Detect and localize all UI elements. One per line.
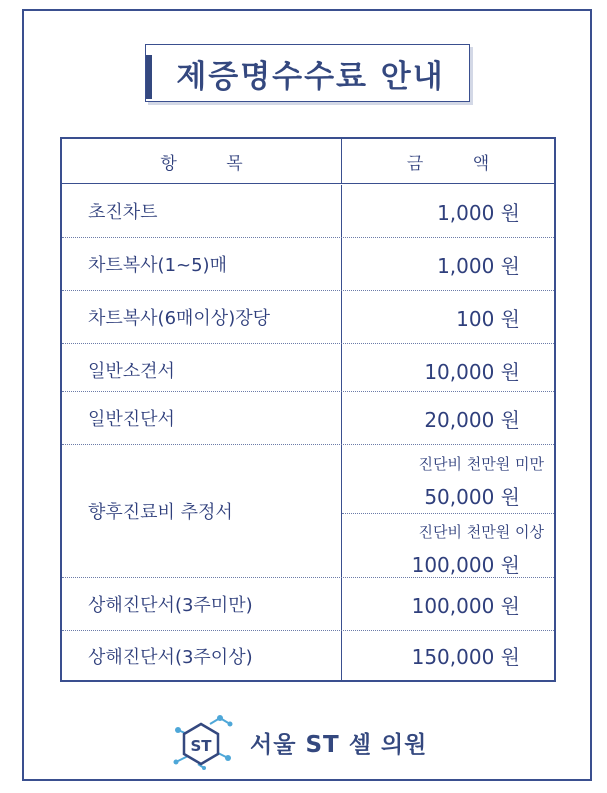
fee-table [60, 137, 556, 682]
table-row [62, 392, 554, 444]
clinic-logo-icon [168, 714, 234, 770]
table-row [62, 291, 554, 343]
row-item: 차트복사(6매이상)장당 [88, 308, 270, 329]
row-amount: 1,000 원 [437, 253, 520, 278]
table-row [62, 631, 554, 680]
row-amount: 150,000 원 [411, 645, 520, 669]
table-row [62, 344, 554, 396]
table-row [62, 185, 554, 237]
footer [168, 712, 468, 772]
row-item: 일반소견서 [88, 361, 175, 382]
row-item: 차트복사(1~5)매 [88, 255, 227, 276]
row-item: 향후진료비 추정서 [88, 502, 233, 523]
table-row-estimate [62, 445, 554, 577]
title-box [145, 44, 470, 102]
clinic-name: 서울 ST 셀 의원 [250, 731, 428, 758]
row-amount: 1,000 원 [437, 200, 520, 225]
table-header [62, 139, 554, 183]
estimate-note-over: 진단비 천만원 이상 [418, 523, 544, 541]
row-item: 초진차트 [88, 202, 158, 223]
estimate-amount-under: 50,000 원 [424, 485, 520, 509]
logo-text: ST [190, 737, 212, 755]
estimate-note-under: 진단비 천만원 미만 [418, 455, 544, 473]
table-row [62, 238, 554, 290]
estimate-amount-over: 100,000 원 [411, 553, 520, 577]
row-amount: 10,000 원 [424, 359, 520, 384]
row-amount: 100,000 원 [411, 593, 520, 618]
page-title: 제증명수수료 안내 [176, 58, 445, 95]
row-item: 일반진단서 [88, 409, 175, 430]
row-amount: 100 원 [456, 306, 520, 331]
row-amount: 20,000 원 [424, 407, 520, 432]
title-accent-bar [146, 55, 152, 99]
header-item: 항 목 [160, 153, 243, 174]
row-item: 상해진단서(3주이상) [88, 646, 253, 668]
header-amount: 금 액 [406, 153, 490, 174]
row-item: 상해진단서(3주미만) [88, 595, 253, 616]
table-row [62, 578, 554, 630]
